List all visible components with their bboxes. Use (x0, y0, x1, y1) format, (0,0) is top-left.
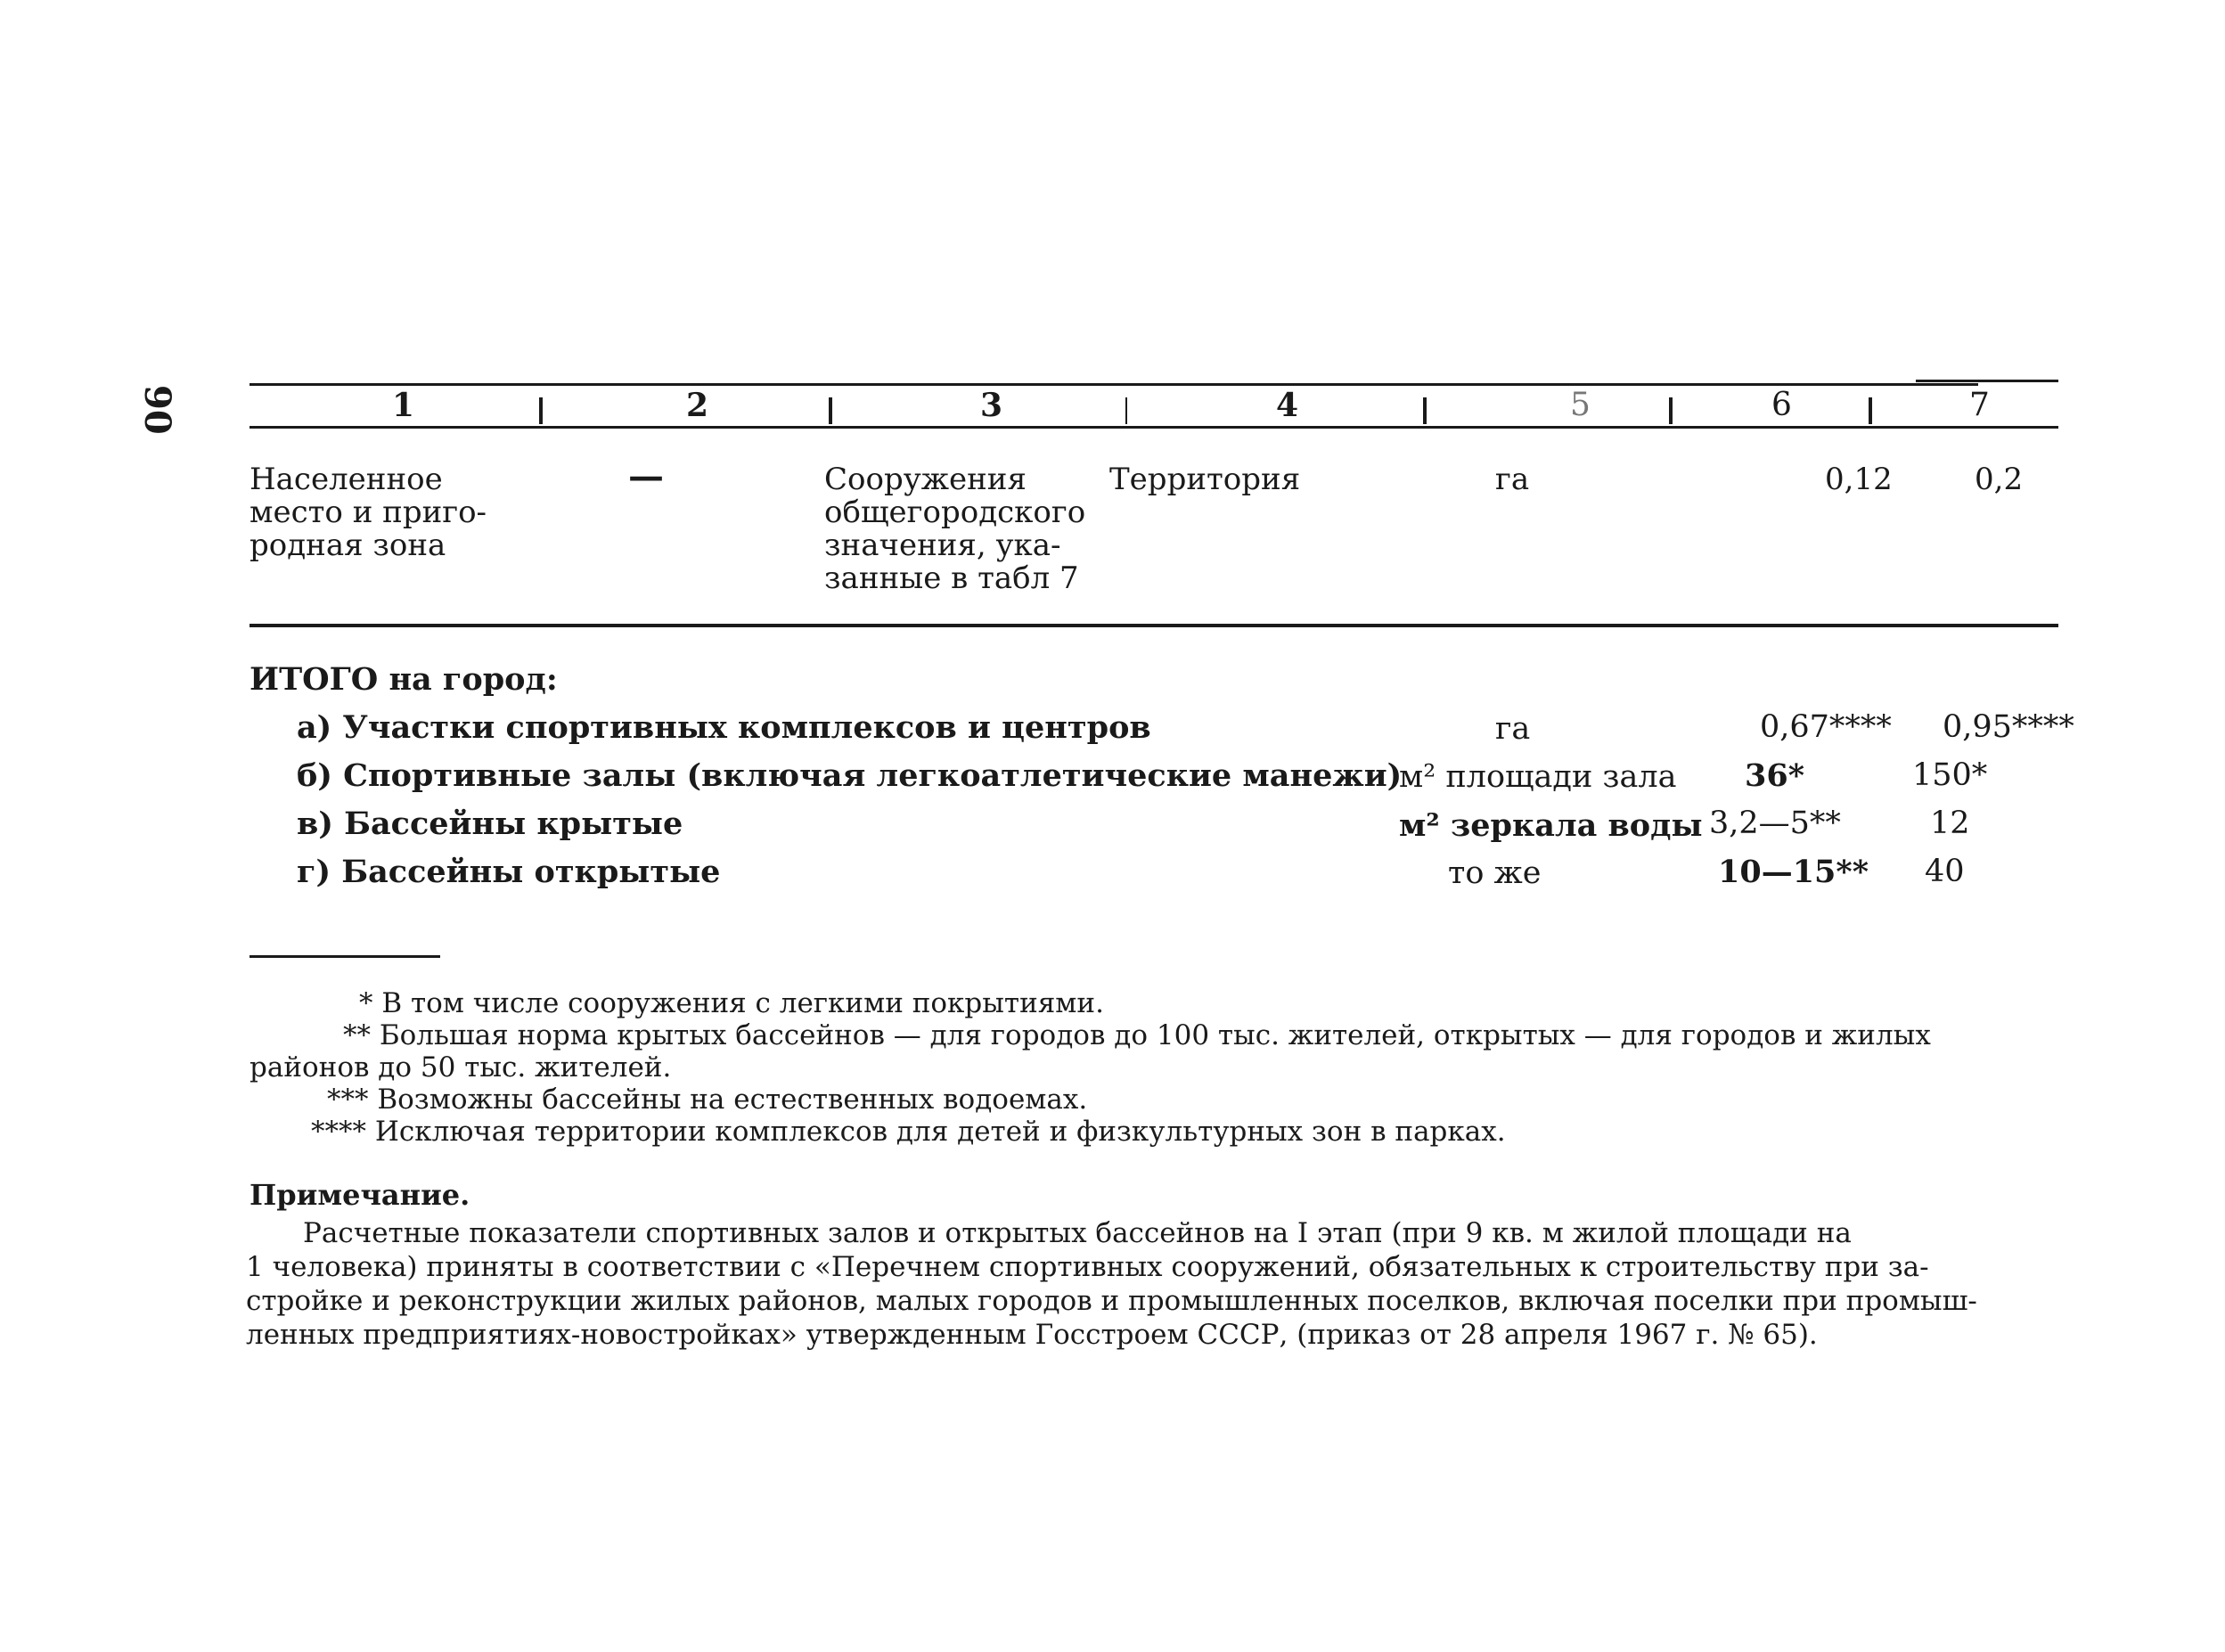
column-separator (1869, 397, 1872, 424)
row-place-line: родная зона (249, 527, 446, 563)
column-header-3: 3 (980, 387, 1003, 424)
footnote-3: *** Возможны бассейны на естественных водоемах. (327, 1084, 1088, 1116)
column-separator (1669, 397, 1673, 424)
column-header-6: 6 (1771, 387, 1792, 423)
footnote-2: ** Большая норма крытых бассейнов — для городов до 100 тыс. жителей, открытых — для городов и жилых (343, 1019, 1931, 1051)
footnote-1: * В том числе сооружения с легкими покрытиями. (359, 987, 1104, 1019)
header-bottom-rule (249, 426, 2058, 429)
totals-row-unit: м² площади зала (1399, 759, 1677, 795)
row-dash: — (628, 455, 664, 497)
totals-heading: ИТОГО на город: (249, 661, 558, 698)
row-territory: Территория (1109, 462, 1301, 497)
totals-row-value-7: 150* (1912, 757, 1988, 793)
row-structures (824, 463, 1085, 595)
row-value-7: 0,2 (1975, 462, 2024, 497)
totals-row-value-6: 10—15** (1718, 854, 1869, 890)
row-place-name (249, 463, 487, 562)
note-line: стройке и реконструкции жилых районов, малых городов и промышленных поселков, включая поселки при промыш- (246, 1285, 1977, 1317)
column-header-5: 5 (1570, 387, 1591, 423)
row-structures-line: общегородского (824, 495, 1086, 530)
totals-row-unit: м² зеркала воды (1399, 807, 1703, 844)
row-unit: га (1495, 462, 1530, 497)
column-header-4: 4 (1276, 387, 1299, 424)
note-line: 1 человека) приняты в соответствии с «Перечнем спортивных сооружений, обязательных к строительству при за- (246, 1251, 1929, 1283)
row-value-6: 0,12 (1825, 462, 1893, 497)
totals-row-label: г) Бассейны открытые (297, 854, 721, 890)
footnote-divider (249, 955, 440, 958)
footnote-4: **** Исключая территории комплексов для детей и физкультурных зон в парках. (311, 1116, 1506, 1148)
column-header-7: 7 (1969, 387, 1990, 423)
totals-row-label: а) Участки спортивных комплексов и центров (297, 709, 1151, 746)
totals-row-value-6: 0,67**** (1760, 709, 1892, 745)
row-place-line: Населенное (249, 462, 443, 497)
column-header-2: 2 (686, 387, 709, 424)
column-separator (829, 397, 832, 424)
page-number: 90 (136, 385, 178, 435)
note-line: ленных предприятиях-новостройках» утвержденным Госстроем СССР, (приказ от 28 апреля 1967 г. № 65). (246, 1319, 1818, 1351)
totals-row-value-7: 40 (1925, 854, 1965, 889)
totals-row-value-7: 0,95**** (1943, 709, 2074, 745)
table-top-rule (249, 383, 1978, 386)
column-separator (1125, 397, 1127, 424)
row-place-line: место и приго- (249, 495, 487, 530)
totals-row-unit: га (1495, 711, 1531, 747)
column-header-1: 1 (392, 387, 415, 424)
row-structures-line: занные в табл 7 (824, 560, 1079, 596)
column-separator (539, 397, 543, 424)
totals-row-value-6: 36* (1745, 757, 1805, 794)
totals-row-unit: то же (1448, 855, 1542, 891)
totals-row-label: в) Бассейны крытые (297, 806, 683, 842)
note-title: Примечание. (249, 1178, 470, 1212)
note-line: Расчетные показатели спортивных залов и открытых бассейнов на I этап (при 9 кв. м жилой площади на (303, 1217, 1852, 1249)
table-top-rule-right (1916, 380, 2058, 382)
totals-row-value-6: 3,2—5** (1709, 806, 1841, 841)
footnote-2-continued: районов до 50 тыс. жителей. (249, 1051, 672, 1084)
totals-row-value-7: 12 (1930, 806, 1970, 841)
table-bottom-rule (249, 624, 2058, 627)
column-separator (1423, 397, 1427, 424)
row-structures-line: Сооружения (824, 462, 1027, 497)
row-structures-line: значения, ука- (824, 527, 1061, 563)
totals-row-label: б) Спортивные залы (включая легкоатлетические манежи) (297, 757, 1403, 794)
